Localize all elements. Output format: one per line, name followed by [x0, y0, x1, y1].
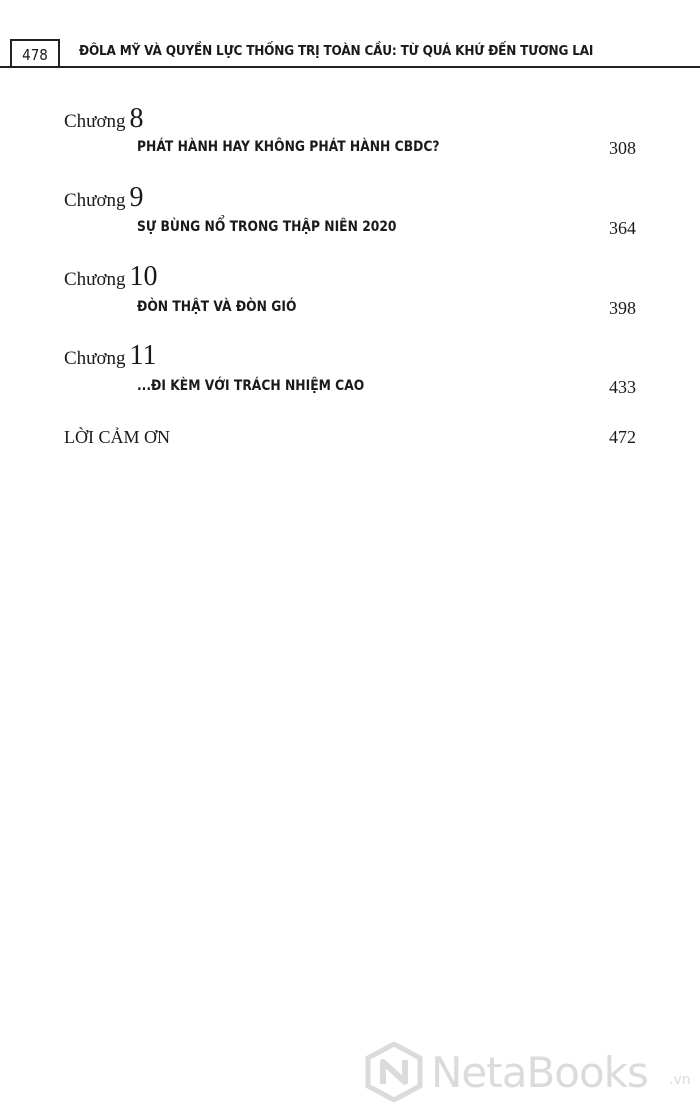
chapter-title: ...ĐI KÈM VỚI TRÁCH NHIỆM CAO [137, 378, 365, 394]
watermark-suffix: .vn [669, 1072, 691, 1088]
page-number: 478 [10, 39, 60, 68]
acknowledgements-title: LỜI CẢM ƠN [64, 427, 170, 447]
chapter-number: 8 [129, 103, 144, 134]
chapter-word: Chương [64, 111, 126, 132]
chapter-title: SỰ BÙNG NỔ TRONG THẬP NIÊN 2020 [137, 219, 397, 235]
chapter-word: Chương [64, 269, 126, 290]
chapter-number: 9 [129, 182, 144, 213]
chapter-heading [64, 182, 144, 214]
chapter-page: 308 [609, 138, 636, 158]
watermark-brand: NetaBooks [431, 1048, 648, 1097]
chapter-heading [64, 340, 157, 372]
chapter-word: Chương [64, 190, 126, 211]
acknowledgements-page: 472 [609, 427, 636, 447]
chapter-title: PHÁT HÀNH HAY KHÔNG PHÁT HÀNH CBDC? [137, 139, 440, 155]
chapter-page: 433 [609, 377, 636, 397]
chapter-page: 364 [609, 218, 636, 238]
watermark [365, 1042, 691, 1102]
chapter-number: 10 [129, 261, 158, 292]
chapter-page: 398 [609, 298, 636, 318]
header-rule [0, 66, 700, 68]
chapter-number: 11 [129, 340, 157, 371]
running-title: ĐÔLA MỸ VÀ QUYỀN LỰC THỐNG TRỊ TOÀN CẦU: TỪ QUÁ KHỨ ĐẾN TƯƠNG LAI [79, 44, 594, 59]
chapter-word: Chương [64, 348, 126, 369]
page-header [0, 0, 700, 70]
chapter-heading [64, 103, 144, 135]
chapter-heading [64, 261, 158, 293]
chapter-title: ĐÒN THẬT VÀ ĐÒN GIÓ [137, 299, 297, 315]
netabooks-logo-icon [365, 1042, 423, 1102]
